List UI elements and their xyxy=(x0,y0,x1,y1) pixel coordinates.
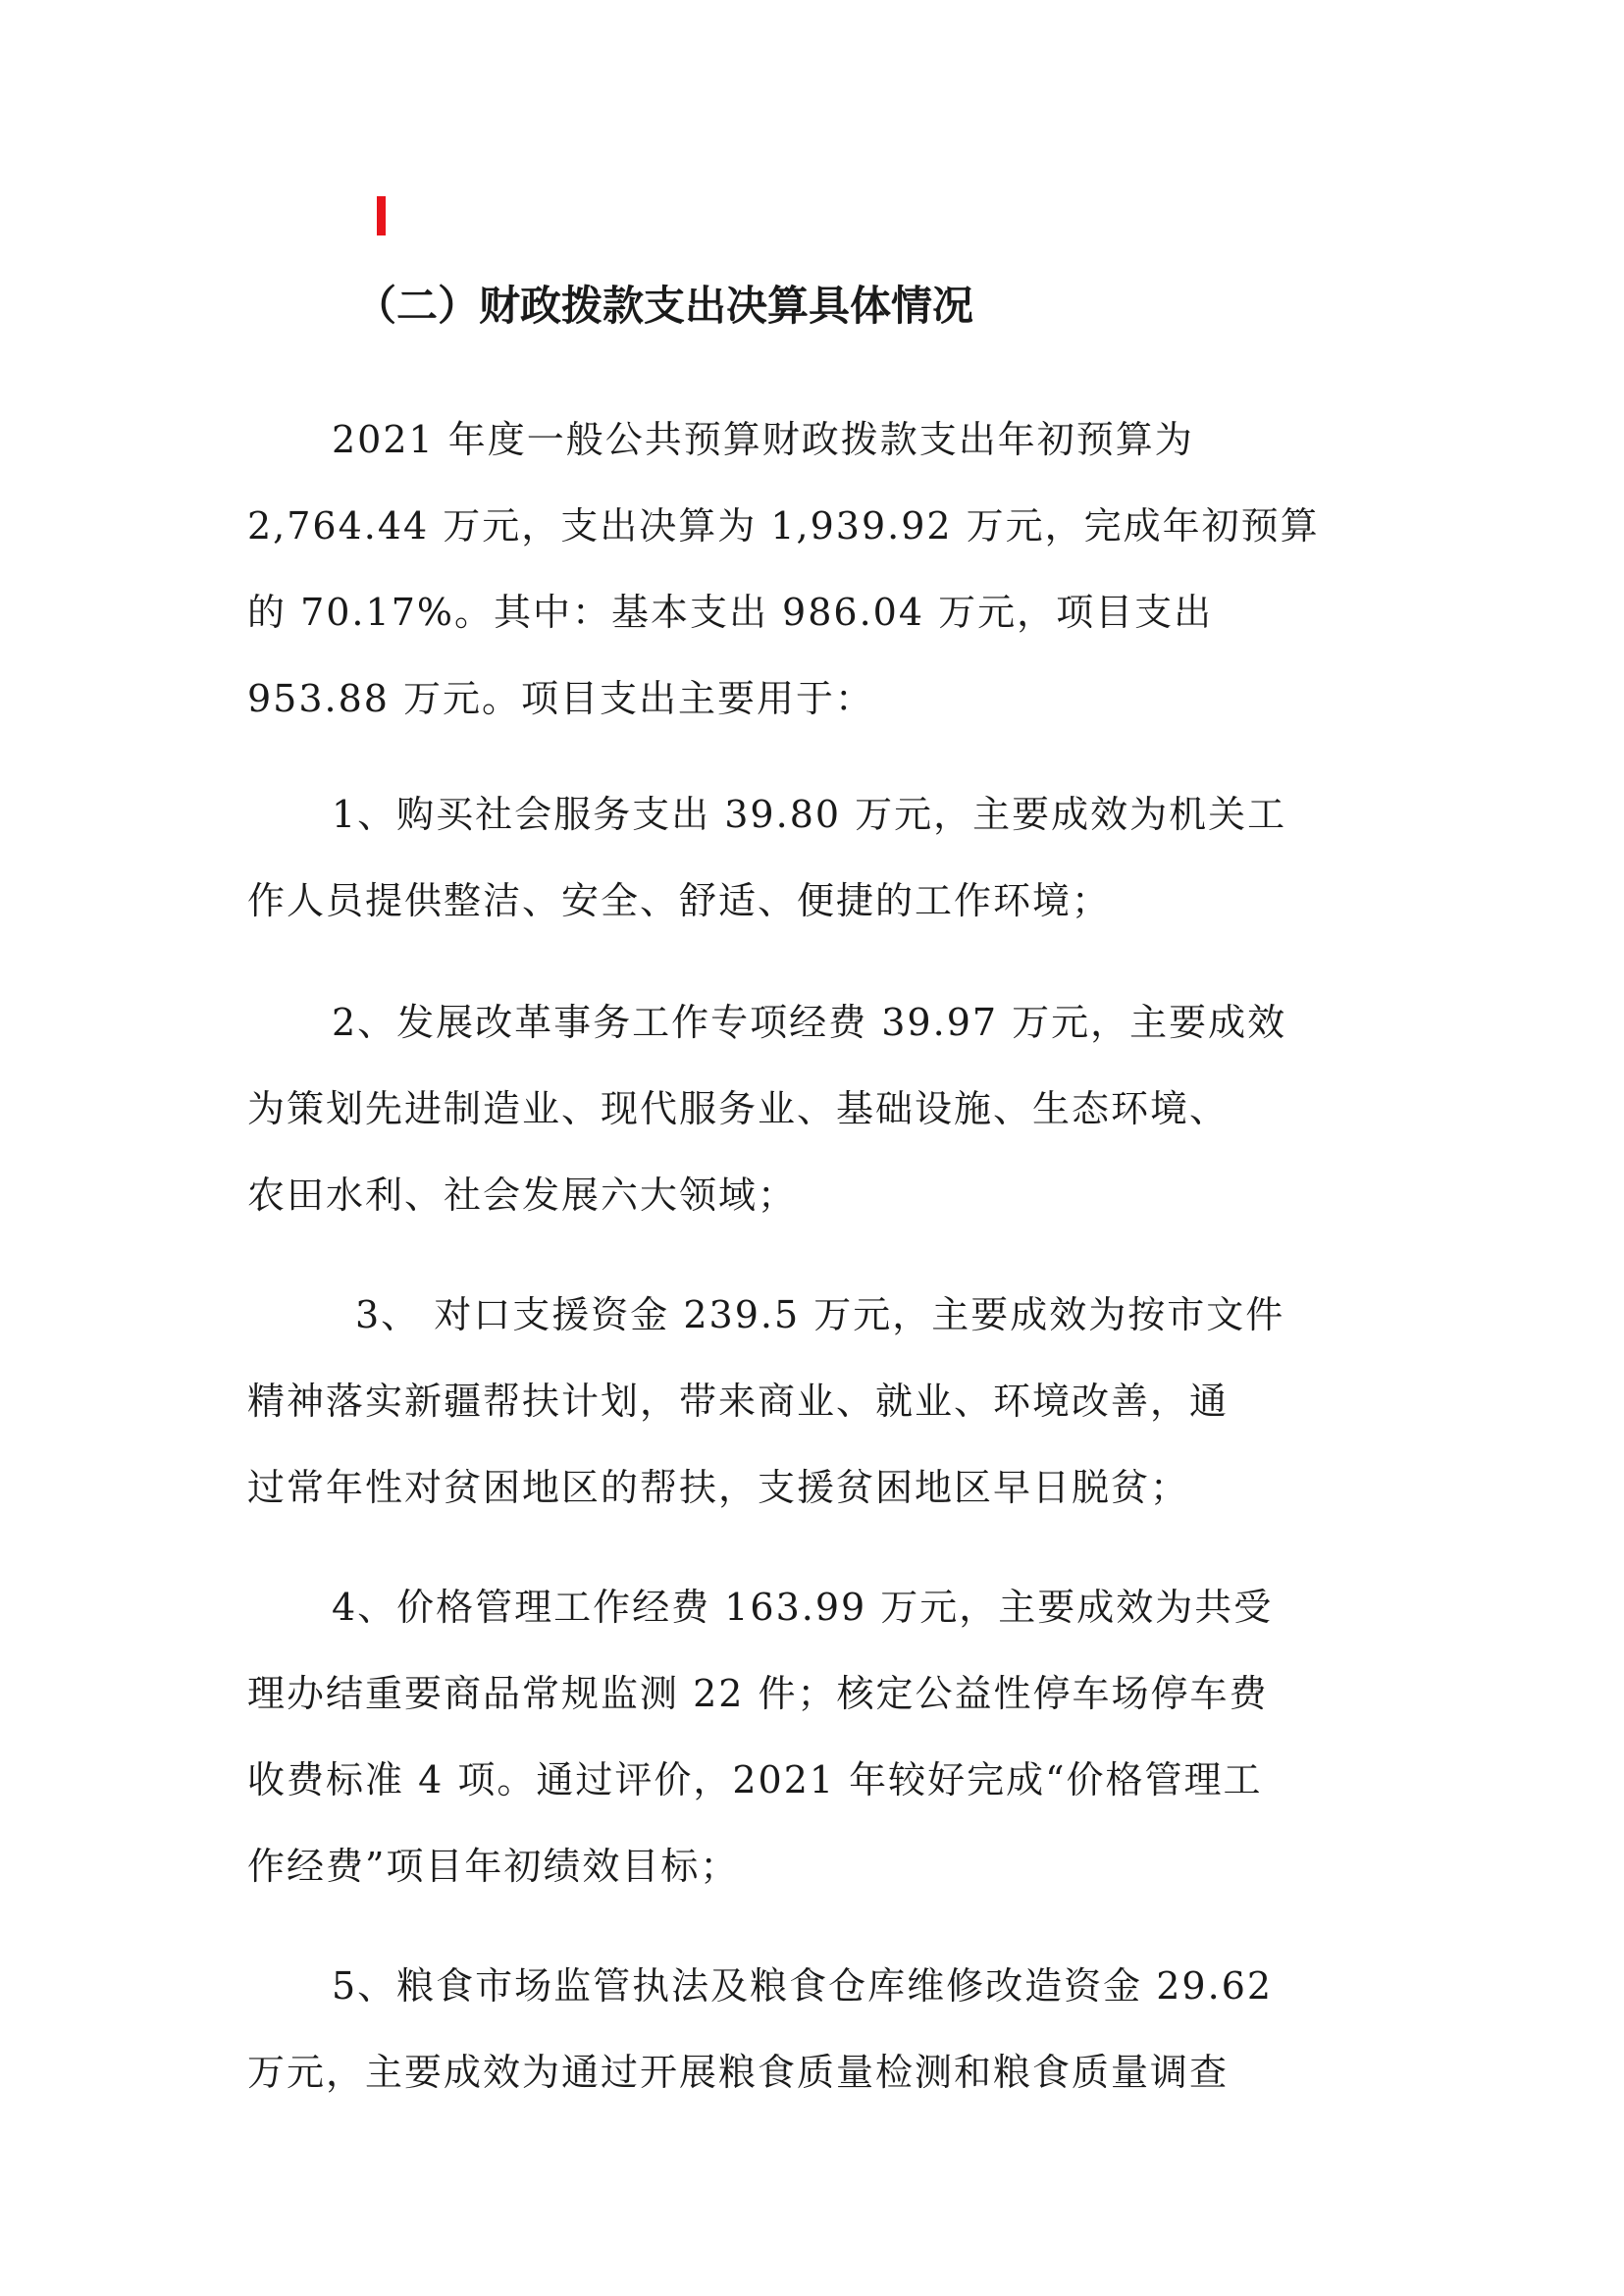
paragraph-line: 2021 年度一般公共预算财政拨款支出年初预算为 xyxy=(332,418,1194,461)
paragraph-line: 5、粮食市场监管执法及粮食仓库维修改造资金 29.62 xyxy=(332,1964,1274,2008)
paragraph-line: 2,764.44 万元，支出决算为 1,939.92 万元，完成年初预算 xyxy=(247,504,1320,548)
paragraph-line: 理办结重要商品常规监测 22 件；核定公益性停车场停车费 xyxy=(247,1672,1269,1715)
paragraph-line: 收费标准 4 项。通过评价，2021 年较好完成“价格管理工 xyxy=(247,1758,1263,1801)
paragraph-item-1 xyxy=(247,771,1386,944)
paragraph-line: 的 70.17%。其中：基本支出 986.04 万元，项目支出 xyxy=(247,591,1214,634)
paragraph-line: 作人员提供整洁、安全、舒适、便捷的工作环境； xyxy=(247,879,1112,922)
section-heading: （二）财政拨款支出决算具体情况 xyxy=(355,282,974,330)
paragraph-line: 农田水利、社会发展六大领域； xyxy=(247,1174,798,1217)
paragraph-line: 为策划先进制造业、现代服务业、基础设施、生态环境、 xyxy=(247,1087,1230,1130)
paragraph-line: 2、发展改革事务工作专项经费 39.97 万元，主要成效 xyxy=(332,1001,1287,1044)
paragraph-line: 1、购买社会服务支出 39.80 万元，主要成效为机关工 xyxy=(332,793,1287,836)
paragraph-item-3 xyxy=(247,1272,1386,1531)
paragraph-line: 万元，主要成效为通过开展粮食质量检测和粮食质量调查 xyxy=(247,2051,1230,2094)
paragraph-line: 953.88 万元。项目支出主要用于： xyxy=(247,677,875,720)
paragraph-item-5 xyxy=(247,1943,1386,2115)
paragraph-line: 4、价格管理工作经费 163.99 万元，主要成效为共受 xyxy=(332,1586,1274,1629)
paragraph-item-2 xyxy=(247,979,1386,1238)
paragraph-line: 作经费”项目年初绩效目标； xyxy=(247,1845,740,1888)
paragraph-item-4 xyxy=(247,1564,1386,1909)
paragraph-line: 精神落实新疆帮扶计划，带来商业、就业、环境改善，通 xyxy=(247,1380,1230,1423)
paragraph-line: 过常年性对贫困地区的帮扶，支援贫困地区早日脱贫； xyxy=(247,1466,1190,1509)
paragraph-budget-summary xyxy=(247,396,1386,742)
red-margin-marker xyxy=(377,196,386,235)
paragraph-line: 3、 对口支援资金 239.5 万元，主要成效为按市文件 xyxy=(355,1293,1285,1336)
